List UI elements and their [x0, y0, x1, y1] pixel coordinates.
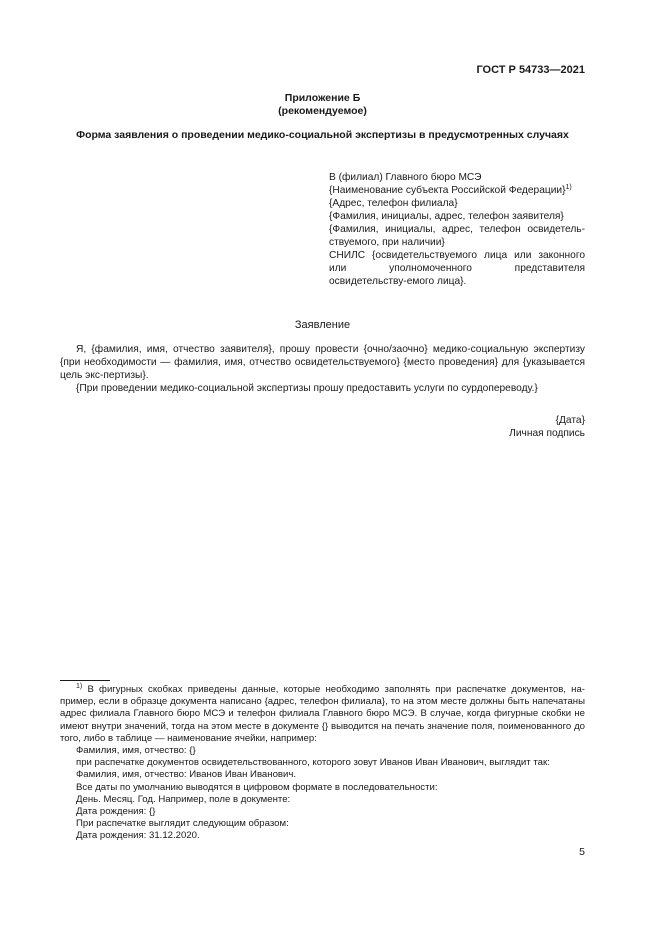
form-title: Форма заявления о проведении медико-социальной экспертизы в предусмотренных случаях [76, 129, 569, 141]
addressee-line: {Фамилия, инициалы, адрес, телефон заявителя} [329, 211, 564, 222]
footnote-line: Все даты по умолчанию выводятся в цифровом формате в последовательности: [76, 781, 438, 793]
standard-code: ГОСТ Р 54733—2021 [476, 64, 585, 76]
annex-heading [60, 92, 585, 118]
statement-paragraph: {При проведении медико-социальной экспертизы прошу предоставить услуги по сурдопереводу.} [76, 383, 538, 394]
footnote-line: День. Месяц. Год. Например, поле в документе: [76, 793, 291, 805]
addressee-line: СНИЛС {освидетельствуемого лица или законного или уполномоченного представителя освидетельству-емого лица}. [329, 250, 585, 287]
date-placeholder: {Дата} [555, 415, 585, 426]
annex-title: Приложение Б [284, 92, 361, 104]
footnote [60, 684, 585, 843]
footnote-divider [60, 680, 110, 681]
footnote-paragraph [60, 684, 585, 745]
addressee-subject: {Наименование субъекта Российской Федерации} [329, 185, 566, 196]
statement-body [60, 343, 585, 395]
addressee-line: В (филиал) Главного бюро МСЭ [329, 172, 482, 183]
addressee-block [329, 171, 585, 288]
annex-status: (рекомендуемое) [278, 105, 367, 117]
personal-signature: Личная подпись [509, 428, 585, 439]
addressee-line: {Адрес, телефон филиала} [329, 198, 458, 209]
footnote-text: В фигурных скобках приведены данные, которые необходимо заполнять при распечатке документов, на-пример, если в образце документа написано {адрес, телефон филиала}, то на этом месте должны быть напечатаны адрес филиала Главного бюро МСЭ и телефон филиала Главного бюро МСЭ. В случае, когда фигурные скобки не имеют внутри значений, тогда на этом месте в документе {} выводится на печать значение поля, поименованного до того, либо в таблице — наименование ячейки, например: [60, 684, 585, 744]
footnote-line: Фамилия, имя, отчество: {} [76, 745, 196, 757]
footnote-mark: 1) [76, 683, 83, 690]
signature-block [400, 414, 585, 440]
footnote-line: Дата рождения: {} [76, 806, 156, 818]
statement-paragraph: Я, {фамилия, имя, отчество заявителя}, прошу провести {очно/заочно} медико-социальную экспертизу {при необходимости — фамилия, имя, отчество освидетельствуемого} {место проведения} для {указывается цель экс-пертизы}. [60, 344, 585, 381]
footnote-line: при распечатке документов освидетельствованного, которого зовут Иванов Иван Иванович, выглядит так: [76, 757, 550, 769]
footnote-reference: 1) [565, 184, 572, 191]
footnote-line: Дата рождения: 31.12.2020. [76, 830, 200, 842]
footnote-line: При распечатке выглядит следующим образом: [76, 818, 289, 830]
addressee-line: {Фамилия, инициалы, адрес, телефон освидетель-ствуемого, при наличии} [329, 224, 585, 248]
addressee-subject-line [329, 184, 585, 197]
page-number: 5 [579, 846, 585, 858]
statement-title: Заявление [294, 319, 351, 331]
footnote-line: Фамилия, имя, отчество: Иванов Иван Иванович. [76, 769, 297, 781]
